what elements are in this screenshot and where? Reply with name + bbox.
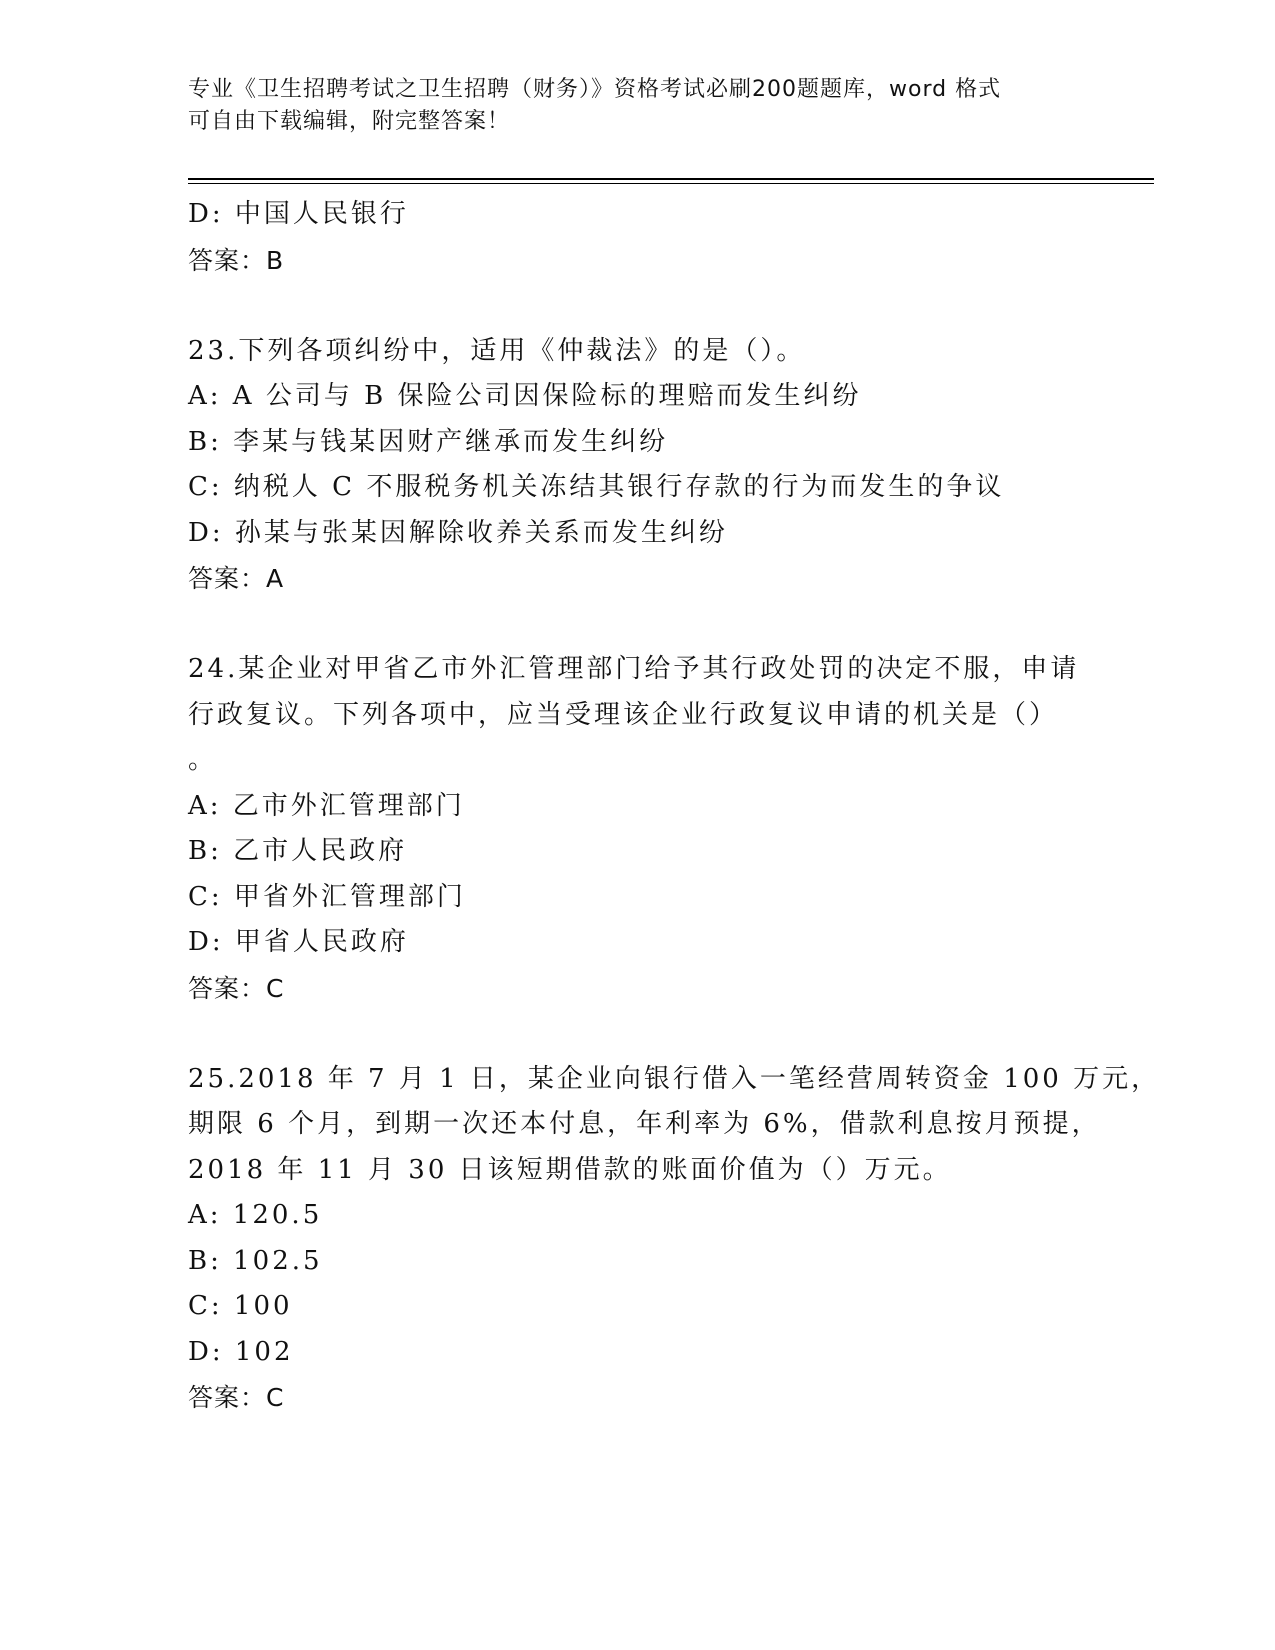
header-divider-thin [188,183,1154,184]
question-stem-line: 期限 6 个月，到期一次还本付息，年利率为 6%，借款利息按月预提， [188,1109,1101,1139]
spacer [188,283,1088,329]
header-line-2: 可自由下载编辑，附完整答案！ [188,109,511,134]
option-b: B: 李某与钱某因财产继承而发生纠纷 [188,426,669,457]
header-divider-thick [188,178,1154,180]
question-25 [188,1057,1161,1421]
question-stem-line: 24.某企业对甲省乙市外汇管理部门给予其行政处罚的决定不服，申请 [188,654,1080,684]
spacer [188,602,1088,648]
answer-line: 答案：A [188,564,285,593]
question-22-tail [188,192,1088,283]
document-body [188,192,1161,1421]
option-b: B: 乙市人民政府 [188,836,408,866]
option-d: D: 102 [188,1336,294,1367]
question-stem-line: 行政复议。下列各项中，应当受理该企业行政复议申请的机关是（） [188,699,1059,730]
question-stem-line: 。 [188,745,218,775]
option-a: A: 乙市外汇管理部门 [188,790,465,821]
option-c: C: 甲省外汇管理部门 [188,881,466,912]
option-b: B: 102.5 [188,1245,323,1276]
option-a: A: A 公司与 B 保险公司因保险标的理赔而发生纠纷 [188,381,862,411]
question-24 [188,647,1088,1011]
answer-line: 答案：C [188,1383,285,1412]
option-c: C: 100 [188,1291,293,1321]
header-line-1: 专业《卫生招聘考试之卫生招聘（财务）》资格考试必刷200题题库，word 格式 [188,77,1002,102]
question-23 [188,329,1088,602]
spacer [188,1011,1088,1057]
question-stem: 23.下列各项纠纷中，适用《仲裁法》的是（）。 [188,335,806,366]
option-d: D: 中国人民银行 [188,199,409,229]
document-header [188,74,1068,138]
question-stem-line: 25.2018 年 7 月 1 日，某企业向银行借入一笔经营周转资金 100 万元， [188,1063,1161,1094]
option-d: D: 甲省人民政府 [188,927,409,957]
option-d: D: 孙某与张某因解除收养关系而发生纠纷 [188,517,728,548]
option-c: C: 纳税人 C 不服税务机关冻结其银行存款的行为而发生的争议 [188,472,1005,502]
answer-line: 答案：B [188,245,285,275]
question-stem-line: 2018 年 11 月 30 日该短期借款的账面价值为（）万元。 [188,1154,952,1185]
option-a: A: 120.5 [188,1200,323,1230]
answer-line: 答案：C [188,973,285,1003]
